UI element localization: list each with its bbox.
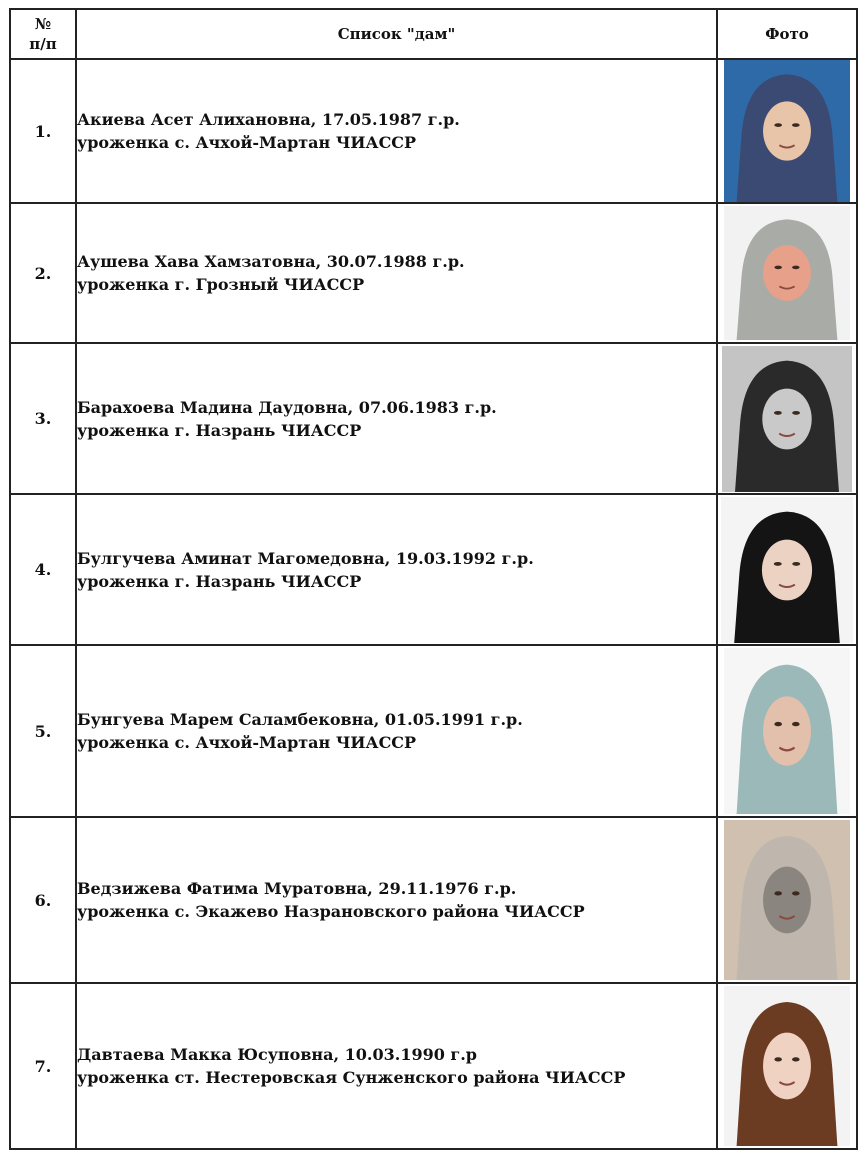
person-birthplace: уроженка с. Экажево Назрановского района ЧИАССР [77,902,585,921]
person-birthplace: уроженка г. Грозный ЧИАССР [77,275,365,294]
person-photo [717,343,857,494]
table-row [10,983,857,1149]
table-row [10,645,857,817]
portrait-photo-icon [722,346,852,492]
portrait-photo-icon [721,497,853,643]
table-row [10,817,857,983]
person-photo [717,817,857,983]
person-birthplace: уроженка г. Назрань ЧИАССР [77,420,362,440]
row-number: 7. [10,983,76,1149]
person-name-birthdate: Барахоева Мадина Даудовна, 07.06.1983 г.р. [77,397,497,417]
portrait-photo-icon [724,986,850,1146]
row-number: 2. [10,203,76,343]
table-row [10,59,857,203]
person-info [76,494,717,645]
header-list: Список "дам" [76,9,717,59]
person-birthplace: уроженка г. Назрань ЧИАССР [77,571,362,591]
person-info [76,343,717,494]
person-info [76,983,717,1149]
table-row [10,494,857,645]
row-number: 5. [10,645,76,817]
person-birthplace: уроженка с. Ачхой-Мартан ЧИАССР [77,133,417,152]
person-name-birthdate: Бунгуева Марем Саламбековна, 01.05.1991 г.р. [77,710,523,729]
header-number [10,9,76,59]
person-photo [717,59,857,203]
person-photo [717,983,857,1149]
table-row [10,203,857,343]
portrait-photo-icon [724,648,850,814]
person-photo [717,203,857,343]
portrait-photo-icon [724,60,850,202]
person-name-birthdate: Ведзижева Фатима Муратовна, 29.11.1976 г.р. [77,879,517,898]
row-number: 6. [10,817,76,983]
portrait-photo-icon [724,820,850,980]
person-info [76,645,717,817]
person-birthplace: уроженка ст. Нестеровская Сунженского района ЧИАССР [77,1068,626,1087]
row-number: 1. [10,59,76,203]
person-name-birthdate: Аушева Хава Хамзатовна, 30.07.1988 г.р. [77,252,465,271]
row-number: 3. [10,343,76,494]
roster-table [9,8,858,1150]
header-photo: Фото [717,9,857,59]
person-info [76,817,717,983]
person-photo [717,645,857,817]
header-number-abbr: п/п [29,35,57,53]
header-row [10,9,857,59]
person-name-birthdate: Акиева Асет Алихановна, 17.05.1987 г.р. [77,110,460,129]
person-info [76,203,717,343]
person-name-birthdate: Булгучева Аминат Магомедовна, 19.03.1992 г.р. [77,548,534,568]
person-photo [717,494,857,645]
person-birthplace: уроженка с. Ачхой-Мартан ЧИАССР [77,733,417,752]
row-number: 4. [10,494,76,645]
person-info [76,59,717,203]
table-row [10,343,857,494]
header-number-symbol: № [34,15,52,33]
portrait-photo-icon [724,206,850,340]
person-name-birthdate: Давтаева Макка Юсуповна, 10.03.1990 г.р [77,1045,477,1064]
